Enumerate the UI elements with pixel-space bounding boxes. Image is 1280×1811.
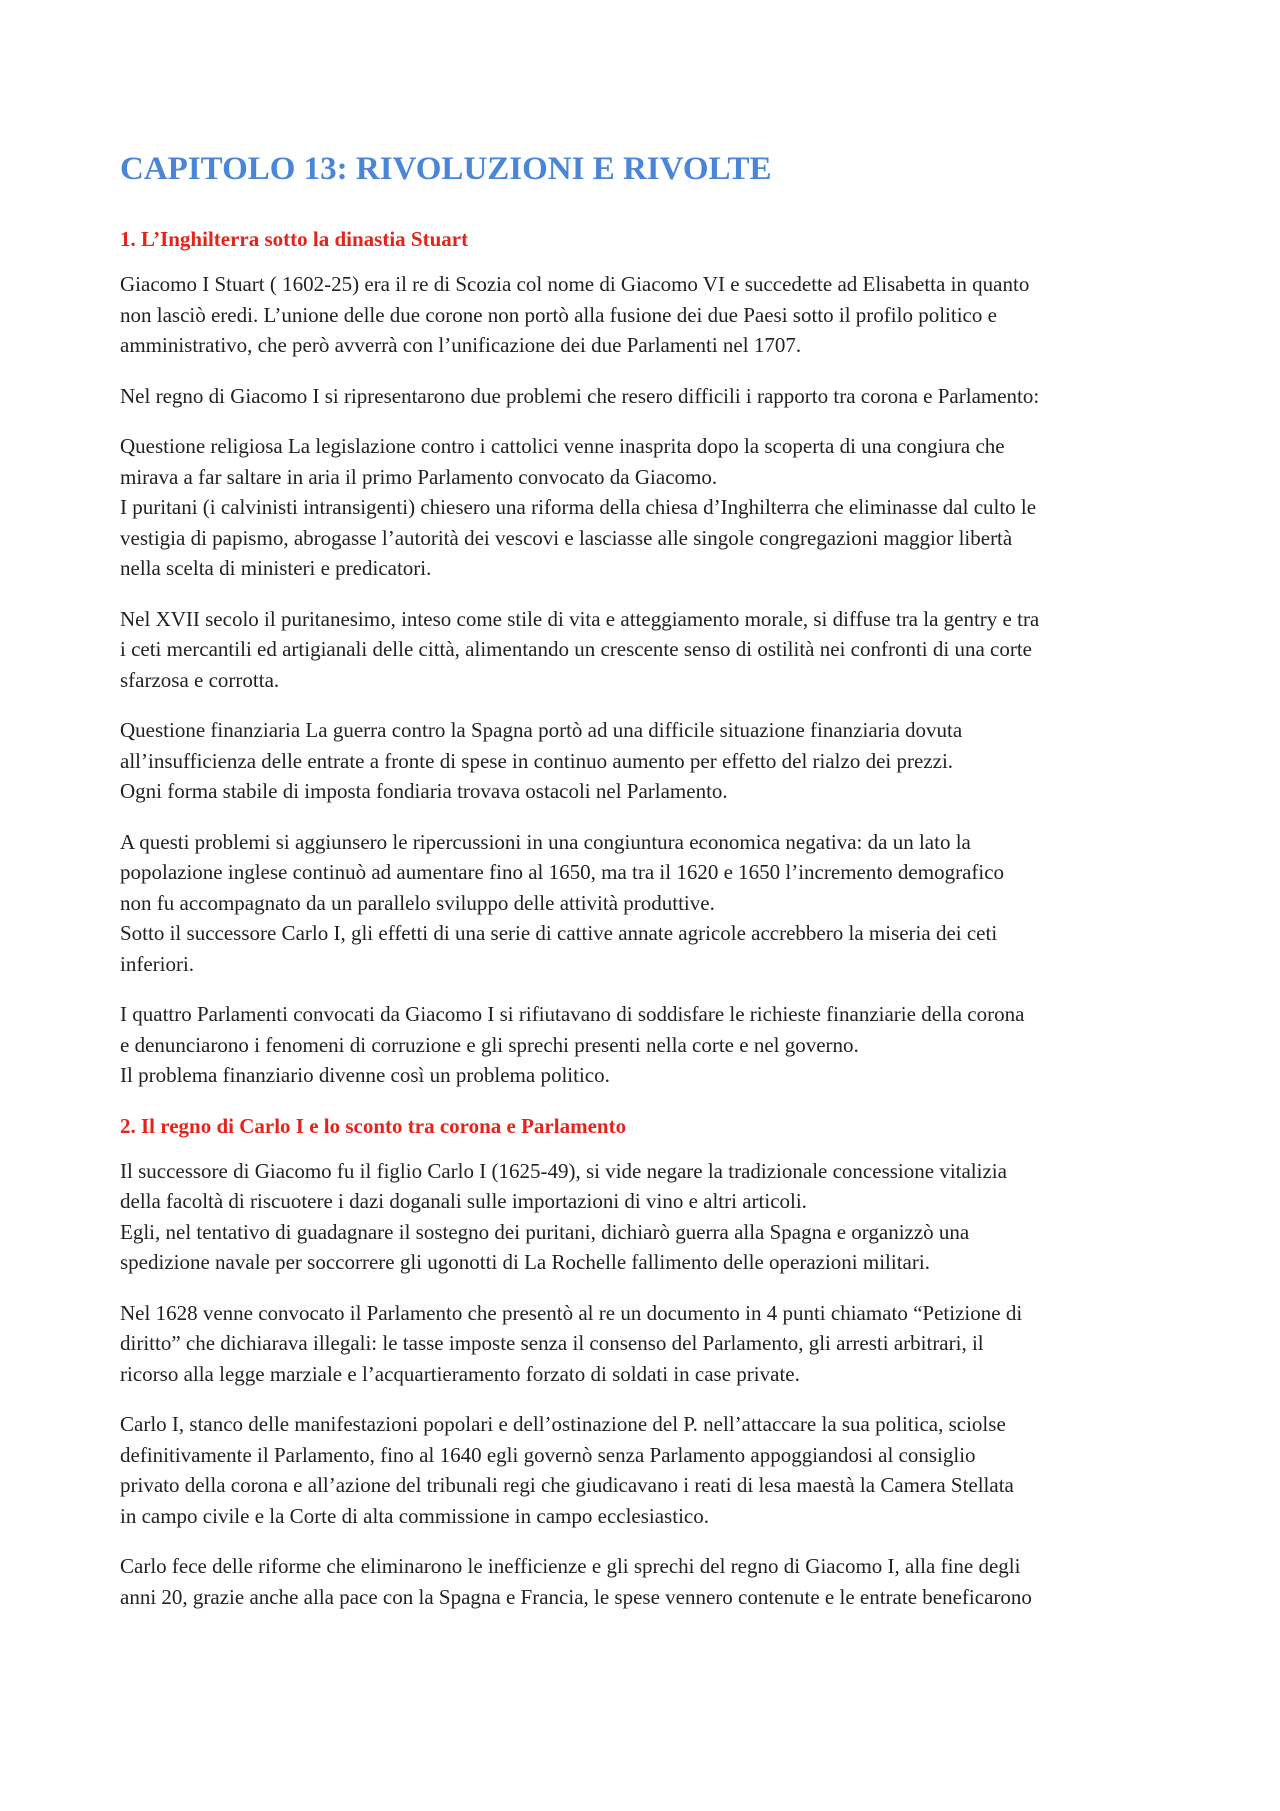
paragraph [120, 1298, 1170, 1390]
text-line: della facoltà di riscuotere i dazi doganali sulle importazioni di vino e altri articoli. [120, 1189, 807, 1213]
text-line: privato della corona e all’azione del tribunali regi che giudicavano i reati di lesa maestà la Camera Stellata [120, 1473, 1014, 1497]
text-line: Ogni forma stabile di imposta fondiaria trovava ostacoli nel Parlamento. [120, 779, 728, 803]
text-line: all’insufficienza delle entrate a fronte di spese in continuo aumento per effetto del rialzo dei prezzi. [120, 748, 954, 773]
text-line: Nel 1628 venne convocato il Parlamento che presentò al re un documento in 4 punti chiamato “Petizione di [120, 1300, 1023, 1325]
document-page [120, 148, 1170, 1632]
text-line: amministrativo, che però avverrà con l’unificazione dei due Parlamenti nel 1707. [120, 333, 802, 357]
paragraph [120, 1551, 1170, 1612]
text-line: Carlo fece delle riforme che eliminarono le inefficienze e gli sprechi del regno di Giacomo I, alla fine degli [120, 1554, 1021, 1578]
text-line: Il problema finanziario divenne così un problema politico. [120, 1063, 610, 1087]
text-line: Carlo I, stanco delle manifestazioni popolari e dell’ostinazione del P. nell’attaccare la sua politica, sciolse [120, 1412, 1006, 1436]
text-line: A questi problemi si aggiunsero le ripercussioni in una congiuntura economica negativa: da un lato la [120, 829, 971, 854]
text-line: Il successore di Giacomo fu il figlio Carlo I (1625-49), si vide negare la tradizionale concessione vitalizia [120, 1158, 1007, 1183]
text-line: Questione finanziaria La guerra contro la Spagna portò ad una difficile situazione finanziaria dovuta [120, 718, 963, 742]
text-line: Questione religiosa La legislazione contro i cattolici venne inasprita dopo la scoperta di una congiura che [120, 434, 1005, 458]
text-line: anni 20, grazie anche alla pace con la Spagna e Francia, le spese vennero contenute e le entrate beneficarono [120, 1584, 1032, 1609]
text-line: non lasciò eredi. L’unione delle due corone non portò alla fusione dei due Paesi sotto il profilo politico e [120, 302, 997, 327]
text-line: Egli, nel tentativo di guadagnare il sostegno dei puritani, dichiarò guerra alla Spagna e organizzò una [120, 1219, 970, 1244]
text-line: non fu accompagnato da un parallelo sviluppo delle attività produttive. [120, 890, 715, 915]
chapter-title: CAPITOLO 13: RIVOLUZIONI E RIVOLTE [120, 151, 772, 187]
text-line: Nel XVII secolo il puritanesimo, inteso come stile di vita e atteggiamento morale, si diffuse tra la gentry e tra [120, 606, 1040, 631]
paragraph [120, 381, 1170, 412]
text-line: Sotto il successore Carlo I, gli effetti di una serie di cattive annate agricole accrebbero la miseria dei ceti [120, 921, 998, 945]
paragraph [120, 999, 1170, 1091]
text-line: in campo civile e la Corte di alta commissione in campo ecclesiastico. [120, 1503, 709, 1528]
text-line: Giacomo I Stuart ( 1602-25) era il re di Scozia col nome di Giacomo VI e succedette ad Elisabetta in quanto [120, 272, 1030, 296]
text-line: sfarzosa e corrotta. [120, 667, 280, 692]
paragraph [120, 715, 1170, 807]
text-line: mirava a far saltare in aria il primo Parlamento convocato da Giacomo. [120, 464, 718, 489]
section-2 [120, 1111, 1170, 1613]
text-line: ricorso alla legge marziale e l’acquartieramento forzato di soldati in case private. [120, 1361, 800, 1386]
section-heading: 1. L’Inghilterra sotto la dinastia Stuart [120, 227, 469, 251]
paragraph [120, 1409, 1170, 1531]
text-line: I quattro Parlamenti convocati da Giacomo I si rifiutavano di soddisfare le richieste finanziarie della corona [120, 1002, 1025, 1026]
text-line: e denunciarono i fenomeni di corruzione e gli sprechi presenti nella corte e nel governo. [120, 1032, 859, 1057]
text-line: I puritani (i calvinisti intransigenti) chiesero una riforma della chiesa d’Inghilterra che eliminasse dal culto le [120, 495, 1037, 519]
section-1 [120, 224, 1170, 1091]
text-line: inferiori. [120, 951, 195, 976]
paragraph [120, 269, 1170, 361]
text-line: diritto” che dichiarava illegali: le tasse imposte senza il consenso del Parlamento, gli arresti arbitrari, il [120, 1331, 984, 1355]
paragraph [120, 1156, 1170, 1278]
document-body [120, 224, 1170, 1612]
text-line: i ceti mercantili ed artigianali delle città, alimentando un crescente senso di ostilità nei confronti di una corte [120, 637, 1033, 661]
text-line: Nel regno di Giacomo I si ripresentarono due problemi che resero difficili i rapporto tra corona e Parlamento: [120, 383, 1040, 408]
text-line: vestigia di papismo, abrogasse l’autorità dei vescovi e lasciasse alle singole congregazioni maggior libertà [120, 525, 1013, 550]
paragraph [120, 827, 1170, 980]
text-line: spedizione navale per soccorrere gli ugonotti di La Rochelle fallimento delle operazioni militari. [120, 1250, 930, 1274]
paragraph [120, 604, 1170, 696]
text-line: popolazione inglese continuò ad aumentare fino al 1650, ma tra il 1620 e 1650 l’incremento demografico [120, 860, 1005, 884]
paragraph [120, 431, 1170, 584]
text-line: definitivamente il Parlamento, fino al 1640 egli governò senza Parlamento appoggiandosi al consiglio [120, 1442, 976, 1467]
text-line: nella scelta di ministeri e predicatori. [120, 556, 432, 580]
section-heading: 2. Il regno di Carlo I e lo sconto tra corona e Parlamento [120, 1113, 627, 1138]
